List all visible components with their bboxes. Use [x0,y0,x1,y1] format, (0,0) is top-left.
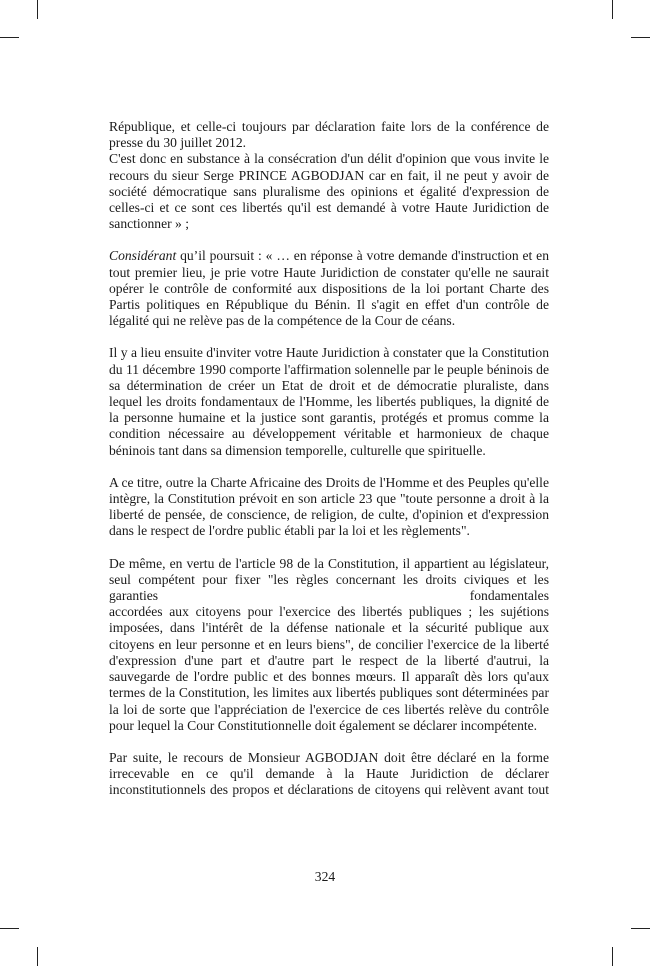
crop-mark-top-left-vertical [37,0,38,19]
paragraph-2: C'est donc en substance à la consécration d'un délit d'opinion que vous invite le recours du sieur Serge PRINCE AGBODJAN car en fait, il ne peut y avoir de société démocratique sans pluralisme des opinions et égalité d'expression de celles-ci et ce sont ces libertés qu'il est demandé à votre Haute Juridiction de sanctionner » ; [109,151,549,232]
paragraph-1: République, et celle-ci toujours par déclaration faite lors de la conférence de presse du 30 juillet 2012. [109,119,549,151]
crop-mark-top-right-vertical [612,0,613,19]
crop-mark-bottom-left-horizontal [0,928,19,929]
paragraph-6-first-line: De même, en vertu de l'article 98 de la Constitution, il appartient au législateur, seul compétent pour fixer "les règles concernant les droits civiques et les garanties fondamentales [109,555,549,604]
paragraph-4: Il y a lieu ensuite d'inviter votre Haute Juridiction à constater que la Constitution du 11 décembre 1990 comporte l'affirmation solennelle par le peuple béninois de sa détermination de créer un Etat de droit et de démocratie pluraliste, dans lequel les droits fondamentaux de l'Homme, les libertés publiques, la dignité de la personne humaine et la justice sont garantis, protégés et promus comme la condition nécessaire au développement véritable et harmonieux de chaque béninois tant dans sa dimension temporelle, culturelle que spirituelle. [109,345,549,458]
page-number: 324 [314,869,336,884]
paragraph-3-text: qu’il poursuit : « … en réponse à votre demande d'instruction et en tout premier lieu, je prie votre Haute Juridiction de constater qu'elle ne saurait opérer le contrôle de conformité aux dispositions de la loi portant Charte des Partis politiques en République du Bénin. Il s'agit en effet d'un contrôle de légalité qui ne relève pas de la compétence de la Cour de céans. [109,248,549,329]
paragraph-7: Par suite, le recours de Monsieur AGBODJAN doit être déclaré en la forme irrecevable en ce qu'il demande à la Haute Juridiction de déclarer inconstitutionnels des propos et déclarations de citoyens qui relèvent avant tout [109,749,549,798]
document-body [109,119,549,799]
crop-mark-bottom-right-vertical [612,947,613,966]
paragraph-3 [109,248,549,329]
crop-mark-top-left-horizontal [0,37,19,38]
crop-mark-bottom-left-vertical [37,947,38,966]
crop-mark-bottom-right-horizontal [631,928,650,929]
paragraph-6-continuation: accordées aux citoyens pour l'exercice des libertés publiques ; les sujétions imposées, dans l'intérêt de la défense nationale et la sécurité publique aux citoyens en leur personne et en leurs biens", de concilier l'exercice de la liberté d'expression d'une part et d'autre part le respect de la liberté d'autrui, la sauvegarde de l'ordre public et des bonnes mœurs. Il apparaît dès lors qu'aux termes de la Constitution, les limites aux libertés publiques sont déterminées par la loi de sorte que l'appréciation de l'exercice de ces libertés relève du contrôle pour lequel la Cour Constitutionnelle doit également se déclarer incompétente. [109,604,549,733]
paragraph-3-lead: Considérant [109,248,177,264]
paragraph-5: A ce titre, outre la Charte Africaine des Droits de l'Homme et des Peuples qu'elle intègre, la Constitution prévoit en son article 23 que "toute personne a droit à la liberté de pensée, de conscience, de religion, de culte, d'opinion et d'expression dans le respect de l'ordre public établi par la loi et les règlements". [109,474,549,539]
crop-mark-top-right-horizontal [631,37,650,38]
